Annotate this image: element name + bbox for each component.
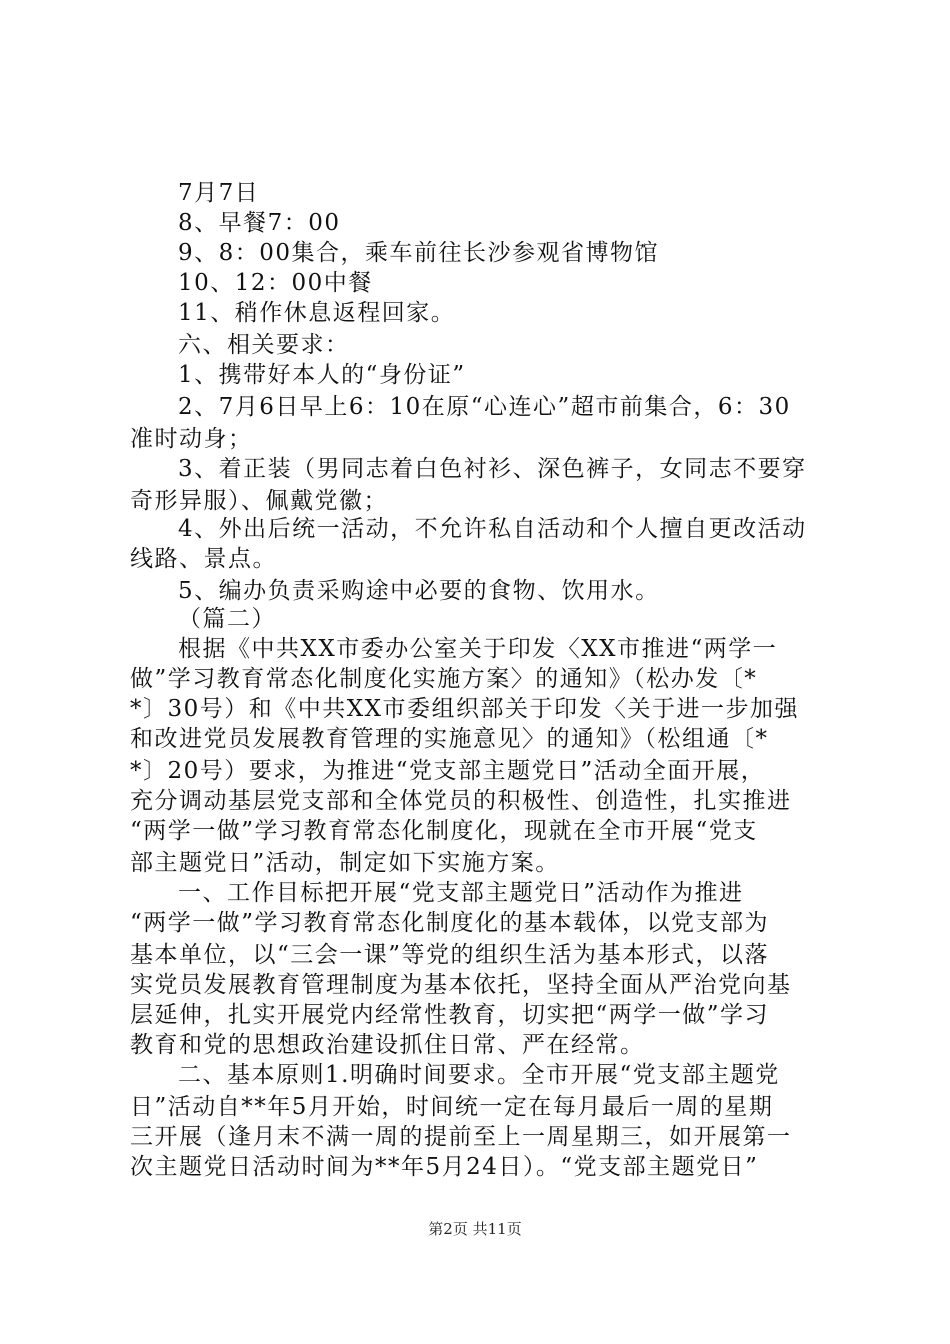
text-line: 准时动身； <box>130 426 253 452</box>
text-line: 线路、景点。 <box>130 546 277 572</box>
text-line: 根据《中共XX市委办公室关于印发〈XX市推进“两学一 <box>178 636 778 662</box>
text-line: 教育和党的思想政治建设抓住日常、严在经常。 <box>130 1032 645 1058</box>
section-heading: 六、相关要求： <box>178 332 350 358</box>
page-number-footer: 第2页 共11页 <box>428 1220 522 1238</box>
text-line: 层延伸，扎实开展党内经常性教育，切实把“两学一做”学习 <box>130 1002 770 1028</box>
text-line: 7月7日 <box>178 180 260 206</box>
text-line: 5、编办负责采购途中必要的食物、饮用水。 <box>178 578 660 604</box>
text-line: 奇形异服）、佩戴党徽； <box>130 488 388 514</box>
text-line: 8、早餐7：00 <box>178 210 341 236</box>
text-line: 和改进党员发展教育管理的实施意见〉的通知》（松组通〔* <box>130 726 769 752</box>
text-line: 实党员发展教育管理制度为基本依托，坚持全面从严治党向基 <box>130 972 792 998</box>
text-line: 4、外出后统一活动，不允许私自活动和个人擅自更改活动 <box>178 516 807 542</box>
text-line: 日”活动自**年5月开始，时间统一定在每月最后一周的星期 <box>130 1094 774 1120</box>
text-line: 9、8：00集合，乘车前往长沙参观省博物馆 <box>178 240 660 266</box>
text-line: “两学一做”学习教育常态化制度化的基本载体，以党支部为 <box>130 910 770 936</box>
text-line: *〕30号）和《中共XX市委组织部关于印发〈关于进一步加强 <box>130 696 800 722</box>
text-line: *〕20号）要求，为推进“党支部主题党日”活动全面开展， <box>130 758 766 784</box>
text-line: 1、携带好本人的“身份证” <box>178 362 466 388</box>
text-line: 基本单位，以“三会一课”等党的组织生活为基本形式，以落 <box>130 942 770 968</box>
text-line: 3、着正装（男同志着白色衬衫、深色裤子，女同志不要穿 <box>178 456 807 482</box>
text-line: 11、稍作休息返程回家。 <box>178 300 456 326</box>
section-heading: （篇二） <box>178 606 276 632</box>
text-line: 充分调动基层党支部和全体党员的积极性、创造性，扎实推进 <box>130 788 792 814</box>
text-line: 2、7月6日早上6：10在原“心连心”超市前集合，6：30 <box>178 394 791 420</box>
text-line: 次主题党日活动时间为**年5月24日）。“党支部主题党日” <box>130 1154 759 1180</box>
text-line: 三开展（逢月末不满一周的提前至上一周星期三，如开展第一 <box>130 1124 792 1150</box>
text-line: 部主题党日”活动，制定如下实施方案。 <box>130 850 560 876</box>
text-line: “两学一做”学习教育常态化制度化，现就在全市开展“党支 <box>130 818 758 844</box>
text-line: 10、12：00中餐 <box>178 270 373 296</box>
text-line: 二、基本原则1.明确时间要求。全市开展“党支部主题党 <box>178 1062 780 1088</box>
text-line: 一、工作目标把开展“党支部主题党日”活动作为推进 <box>178 880 744 906</box>
text-line: 做”学习教育常态化制度化实施方案〉的通知》（松办发〔* <box>130 666 758 692</box>
